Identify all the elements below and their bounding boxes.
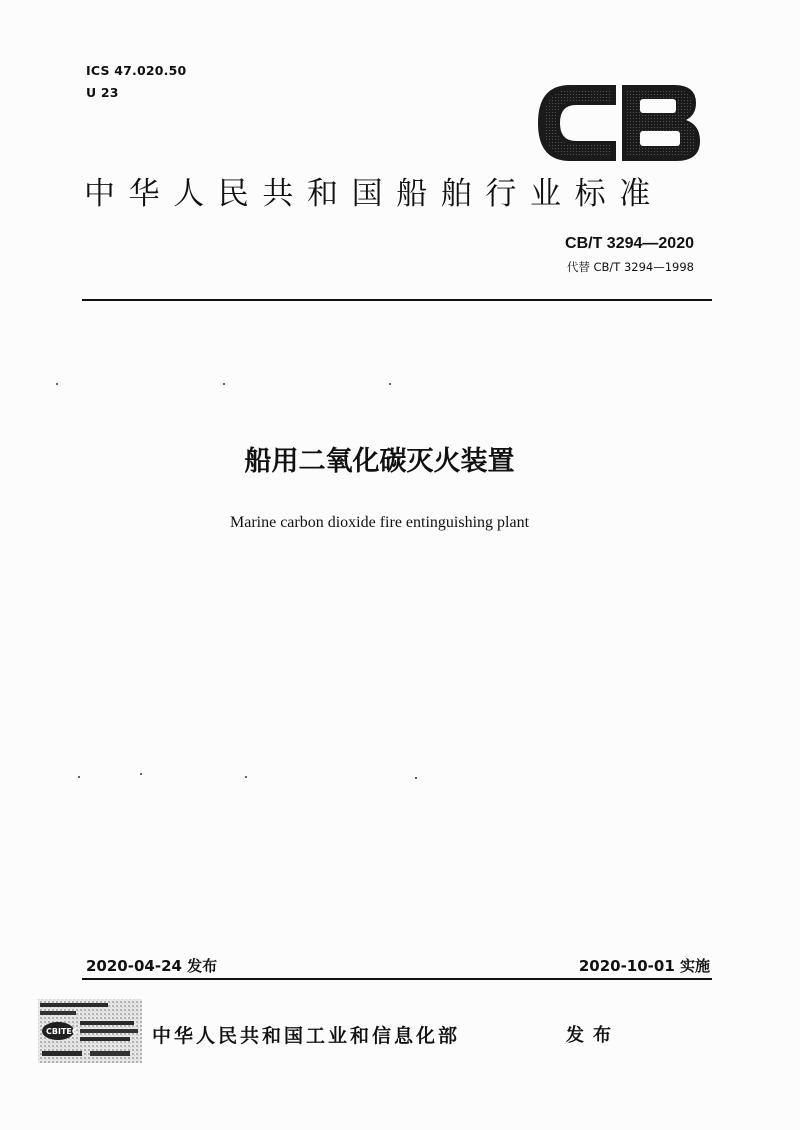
implementation-date: 2020-10-01 实施 (578, 957, 710, 975)
standard-category-title: 中华人民共和国船舶行业标准 (84, 176, 664, 212)
ics-code: ICS 47.020.50 (86, 63, 187, 78)
scan-speck (56, 383, 58, 385)
cb-logo-icon (536, 81, 702, 165)
stamp-text: CBITEC (46, 1027, 78, 1036)
scan-speck (78, 776, 80, 778)
header-divider (82, 299, 712, 301)
scan-speck (245, 776, 247, 778)
scan-speck (415, 777, 417, 779)
scan-speck (389, 383, 391, 385)
scan-speck (140, 773, 142, 775)
issue-date: 2020-04-24 发布 (86, 957, 218, 975)
scan-speck (223, 383, 225, 385)
footer-divider (82, 978, 712, 980)
document-title-en: Marine carbon dioxide fire entinguishing plant (229, 514, 530, 531)
ccs-code: U 23 (86, 85, 119, 100)
classification-codes (86, 60, 186, 104)
document-title-cn: 船用二氧化碳灭火装置 (244, 446, 515, 477)
issuing-action: 发布 (566, 1025, 620, 1046)
issuing-authority: 中华人民共和国工业和信息化部 (152, 1025, 461, 1047)
replaces-standard: 代替 CB/T 3294—1998 (566, 260, 694, 274)
standard-code: CB/T 3294—2020 (565, 235, 694, 252)
publisher-stamp-icon (36, 997, 144, 1065)
